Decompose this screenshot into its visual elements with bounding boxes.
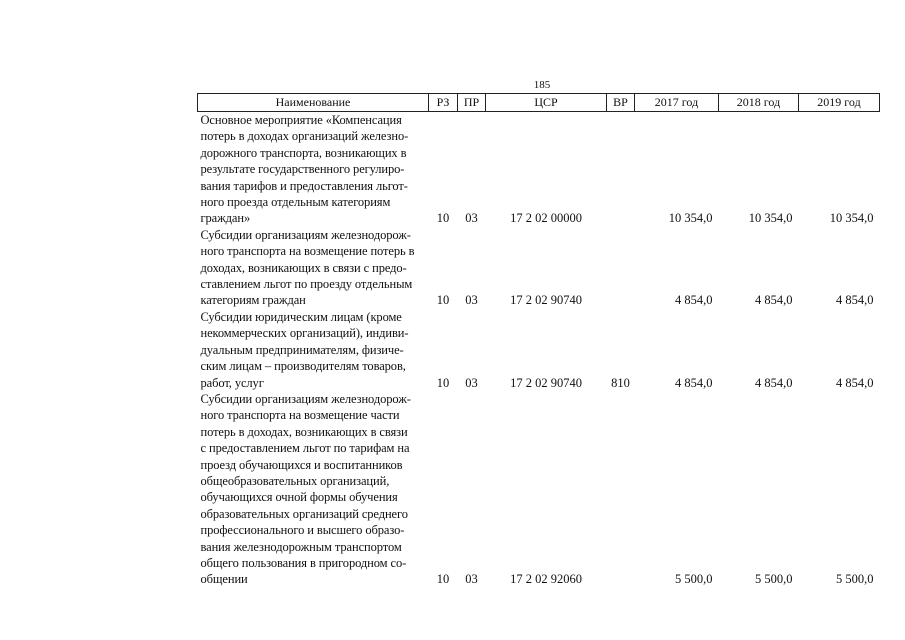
row-name-line: Субсидии организациям железнодорож-	[200, 227, 411, 242]
row-pr: 03	[465, 211, 478, 226]
row-name-line: дорожного транспорта, возникающих в	[200, 145, 407, 160]
row-name-line: некоммерческих организаций), индиви-	[200, 326, 409, 341]
row-name-line: потерь в доходах организаций железно-	[200, 129, 409, 144]
row-name-line: образовательных организаций среднего	[200, 506, 408, 521]
header-vr: ВР	[607, 94, 635, 112]
table-row	[198, 309, 880, 391]
table-body	[198, 112, 880, 588]
row-name-line: Субсидии юридическим лицам (кроме	[200, 309, 402, 324]
row-name-line: дуальным предпринимателям, физиче-	[200, 342, 404, 357]
row-name-line: работ, услуг	[200, 375, 264, 390]
row-value-2018: 5 500,0	[755, 572, 793, 587]
row-rz: 10	[436, 293, 450, 308]
table-header-row	[198, 94, 880, 112]
row-value-2018: 10 354,0	[748, 211, 793, 226]
header-2019: 2019 год	[799, 94, 880, 112]
row-csr: 17 2 02 90740	[510, 293, 582, 308]
row-rz: 10	[436, 211, 450, 226]
budget-table	[197, 93, 880, 588]
row-name-line: результате государственного регулиро-	[200, 162, 405, 177]
row-value-2018: 4 854,0	[755, 293, 793, 308]
row-value-2018: 4 854,0	[755, 375, 793, 390]
row-name-line: с предоставлением льгот по тарифам на	[200, 441, 410, 456]
row-value-2019: 4 854,0	[836, 293, 874, 308]
header-2017: 2017 год	[635, 94, 719, 112]
row-name-line: ставлением льгот по проезду отдельным	[200, 277, 413, 292]
row-vr	[607, 227, 635, 309]
row-value-2017: 5 500,0	[675, 572, 713, 587]
row-name	[198, 391, 429, 588]
row-name	[198, 227, 429, 309]
header-pr: ПР	[458, 94, 486, 112]
row-name-line: Субсидии организациям железнодорож-	[200, 391, 411, 406]
row-name-line: ного транспорта на возмещение части	[200, 408, 400, 423]
row-name-line: ским лицам – производителям товаров,	[200, 359, 406, 374]
row-name-line: общеобразовательных организаций,	[200, 473, 390, 488]
row-name-line: вания железнодорожным транспортом	[200, 539, 402, 554]
row-name	[198, 309, 429, 391]
row-name-line: обучающихся очной формы обучения	[200, 490, 398, 505]
row-value-2019: 10 354,0	[829, 211, 874, 226]
row-value-2019: 4 854,0	[836, 375, 874, 390]
row-value-2017: 10 354,0	[668, 211, 713, 226]
row-name-line: проезд обучающихся и воспитанников	[200, 457, 403, 472]
row-value-2017: 4 854,0	[675, 293, 713, 308]
row-name-line: ного транспорта на возмещение потерь в	[200, 244, 415, 259]
row-name-line: ного проезда отдельным категориям	[200, 195, 391, 210]
row-vr: 810	[611, 375, 630, 390]
row-name-line: категориям граждан	[200, 293, 306, 308]
row-name	[198, 112, 429, 227]
row-name-line: вания тарифов и предоставления льгот-	[200, 178, 408, 193]
table-row	[198, 227, 880, 309]
row-value-2017: 4 854,0	[675, 375, 713, 390]
row-name-line: потерь в доходах, возникающих в связи	[200, 424, 408, 439]
row-pr: 03	[465, 293, 478, 308]
row-vr	[607, 391, 635, 588]
row-vr	[607, 112, 635, 227]
row-name-line: общего пользования в пригородном со-	[200, 555, 407, 570]
row-name-line: Основное мероприятие «Компенсация	[200, 113, 402, 127]
header-name: Наименование	[198, 94, 429, 112]
header-2018: 2018 год	[719, 94, 799, 112]
table-row	[198, 391, 880, 588]
row-pr: 03	[465, 375, 478, 390]
row-csr: 17 2 02 90740	[510, 375, 582, 390]
row-csr: 17 2 02 00000	[510, 211, 582, 226]
row-value-2019: 5 500,0	[836, 572, 874, 587]
header-csr: ЦСР	[486, 94, 607, 112]
page-number: 185	[533, 79, 551, 91]
row-name-line: доходах, возникающих в связи с предо-	[200, 260, 407, 275]
row-rz: 10	[436, 375, 450, 390]
row-rz: 10	[436, 572, 450, 587]
row-name-line: профессионального и высшего образо-	[200, 523, 405, 538]
row-pr: 03	[465, 572, 478, 587]
row-name-line: общении	[200, 572, 248, 587]
row-name-line: граждан»	[200, 211, 251, 226]
row-csr: 17 2 02 92060	[510, 572, 582, 587]
header-rz: РЗ	[429, 94, 458, 112]
table-row	[198, 112, 880, 227]
